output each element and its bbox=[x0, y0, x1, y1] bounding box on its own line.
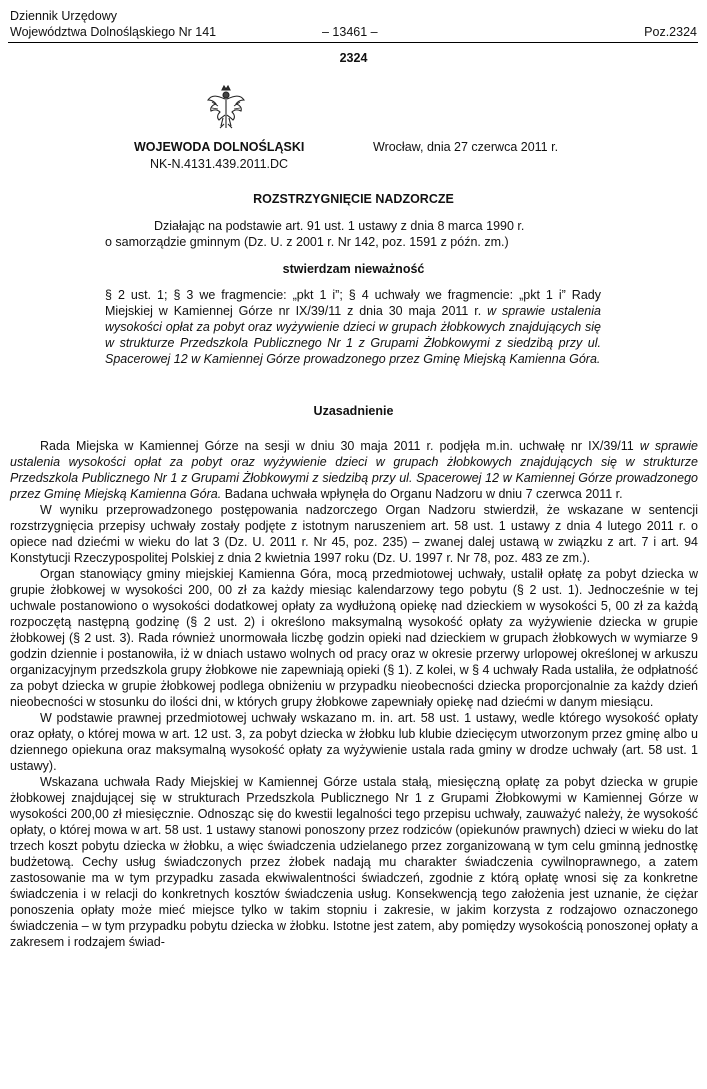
paragraph-1-text: Rada Miejska w Kamiennej Górze na sesji w dniu 30 maja 2011 r. podjęła m.in. uchwałę nr IX/39/11 bbox=[40, 439, 634, 453]
justification-paragraph-1 bbox=[10, 438, 698, 502]
justification-paragraph-4: W podstawie prawnej przedmiotowej uchwały wskazano m. in. art. 58 ust. 1 ustawy, wedle którego wysokość opłaty oraz opłaty, o której mowa w art. 12 ust. 3, za pobyt dziecka w żłobku lub klubie dziecięcym utworzonym przez gminę albo u dziennego opiekuna oraz maksymalną wysokość opłaty za wyżywienie ustala rada gminy w drodze uchwały (art. 58 ust. 1 ustawy). bbox=[10, 711, 698, 773]
decision-text bbox=[105, 287, 601, 367]
justification-paragraph-5: Wskazana uchwała Rady Miejskiej w Kamiennej Górze ustala stałą, miesięczną opłatę za pobyt dziecka w grupie żłobkowej znajdującej się w strukturach Przedszkola Publicznego Nr 1 z Grupami Żłobkowymi w Kamiennej Górze w wysokości 200,00 zł miesięcznie. Odnosząc się do kwestii legalności tego przepisu uchwały, zauważyć należy, że wysokość opłaty, o której mowa w art. 58 ust. 1 ustawy stanowi ponoszony przez rodziców (opiekunów prawnych) dzieci w wieku do lat trzech koszt pobytu dziecka w żłobku, a więc świadczenia udzielanego przez zorganizowaną w tym celu gminną jednostkę budżetową. Cechy usług świadczonych przez żłobek nadają mu charakter świadczenia cywilnoprawnego, a zatem zastosowanie ma w tym przypadku zasada ekwiwalentności świadczeń, zgodnie z którą opłatę wnosi się za konkretne świadczenia i w relacji do konkretnych kosztów świadczenia usług. Konsekwencją tego założenia jest uznanie, że ciężar ponoszenia opłaty może mieć miejsce tylko w takim stopniu i zakresie, w jakim korzysta z rodzajowo oznaczonego świadczenia – w tym przypadku pobytu dziecka w żłobku. Istotne jest zatem, aby pomiędzy wysokością ponoszonej opłaty a zakresem i rodzajem świad- bbox=[10, 775, 698, 949]
justification-body bbox=[10, 438, 698, 950]
decision-heading: stwierdzam nieważność bbox=[282, 262, 425, 276]
page-number: – 13461 – bbox=[322, 25, 378, 39]
position-number: Poz.2324 bbox=[644, 25, 697, 39]
document-title: ROZSTRZYGNIĘCIE NADZORCZE bbox=[253, 192, 454, 206]
paragraph-1-tail: Badana uchwała wpłynęła do Organu Nadzoru w dniu 7 czerwca 2011 r. bbox=[224, 487, 623, 501]
journal-name-line2: Województwa Dolnośląskiego Nr 141 bbox=[10, 25, 217, 39]
justification-paragraph-3: Organ stanowiący gminy miejskiej Kamienna Góra, mocą przedmiotowej uchwały, ustalił opłatę za pobyt dziecka w grupie żłobkowej w wysokości 200, 00 zł za każdy miesiąc kalendarzowy tego pobytu (§ 2 ust. 1). Jednocześnie w tej uchwale postanowiono o wysokości dodatkowej opłaty za wydłużoną opiekę nad dzieckiem w wysokości 5, 00 zł za każdą rozpoczętą następną godzinę (§ 2 ust. 2) i określono maksymalną wysokość opłaty za wyżywienie dziecka w grupie żłobkowej (§ 2 ust. 3). Rada również unormowała liczbę godzin opieki nad dzieckiem w grupach żłobkowych w wymiarze 9 godzin dziennie i postanowiła, iż w dniach ustawo wolnych od pracy oraz w okresie przerwy urlopowej określonej w arkuszu organizacyjnym przedszkola grupy żłobkowe nie zapewniają opieki (§ 1). Z kolei, w § 4 uchwały Rada ustaliła, że odpłatność za pobyt dziecka w grupie żłobkowej podlega obniżeniu w przypadku nieobecności dziecka proporcjonalnie za każdy dzień nieobecności w stosunku do ilości dni, w których grupy żłobkowe zapewniały opiekę nad dziećmi w danym miesiącu. bbox=[10, 567, 698, 709]
decision-text-plain: § 2 ust. 1; § 3 we fragmencie: „pkt 1 i”; § 4 uchwały we fragmencie: „pkt 1 i” Rady Miejskiej w Kamiennej Górze nr IX/39/11 z dnia 30 maja 2011 r. bbox=[105, 288, 601, 318]
justification-paragraph-2: W wyniku przeprowadzonego postępowania nadzorczego Organ Nadzoru stwierdził, że wskazane w sentencji rozstrzygnięcia przepisy uchwały zostały podjęte z istotnym naruszeniem art. 58 ust. 1 ustawy z dnia 4 lutego 2011 r. o opiece nad dziećmi w wieku do lat 3 (Dz. U. 2011 r. Nr 45, poz. 235) – zwanej dalej ustawą w związku z art. 7 i art. 94 Konstytucji Rzeczypospolitej Polskiej z dnia 2 kwietnia 1997 roku (Dz. U. 1997 r. Nr 78, poz. 483 ze zm.). bbox=[10, 503, 698, 565]
authority-reference: NK-N.4131.439.2011.DC bbox=[150, 157, 289, 171]
act-number: 2324 bbox=[339, 51, 368, 65]
journal-name-line1: Dziennik Urzędowy bbox=[10, 9, 117, 23]
legal-basis-line2: o samorządzie gminnym (Dz. U. z 2001 r. Nr 142, poz. 1591 z późn. zm.) bbox=[105, 235, 509, 249]
paragraph-1-italic: w sprawie ustalenia wysokości opłat za pobyt oraz wyżywienie dzieci w grupach żłobkowych znajdujących się w strukturze Przedszkola Publicznego Nr 1 z Grupami Żłobkowymi z siedzibą przy ul. Spacerowej 12 w Kamiennej Górze prowadzonego przez Gminę Miejską Kamienna Góra. bbox=[10, 439, 698, 501]
place-and-date: Wrocław, dnia 27 czerwca 2011 r. bbox=[373, 140, 559, 154]
eagle-emblem-icon bbox=[206, 84, 246, 132]
authority-name: WOJEWODA DOLNOŚLĄSKI bbox=[134, 140, 305, 154]
justification-heading: Uzasadnienie bbox=[313, 404, 394, 418]
decision-text-italic: w sprawie ustalenia wysokości opłat za pobyt oraz wyżywienie dzieci w grupach żłobkowych znajdujących się w strukturze Przedszkola Publicznego Nr 1 z Grupami Żłobkowymi z siedzibą przy ul. Spacerowej 12 w Kamiennej Górze prowadzonego przez Gminę Miejską Kamienna Góra. bbox=[105, 304, 601, 366]
legal-basis-line1: Działając na podstawie art. 91 ust. 1 ustawy z dnia 8 marca 1990 r. bbox=[154, 219, 525, 233]
header-rule bbox=[8, 42, 698, 43]
